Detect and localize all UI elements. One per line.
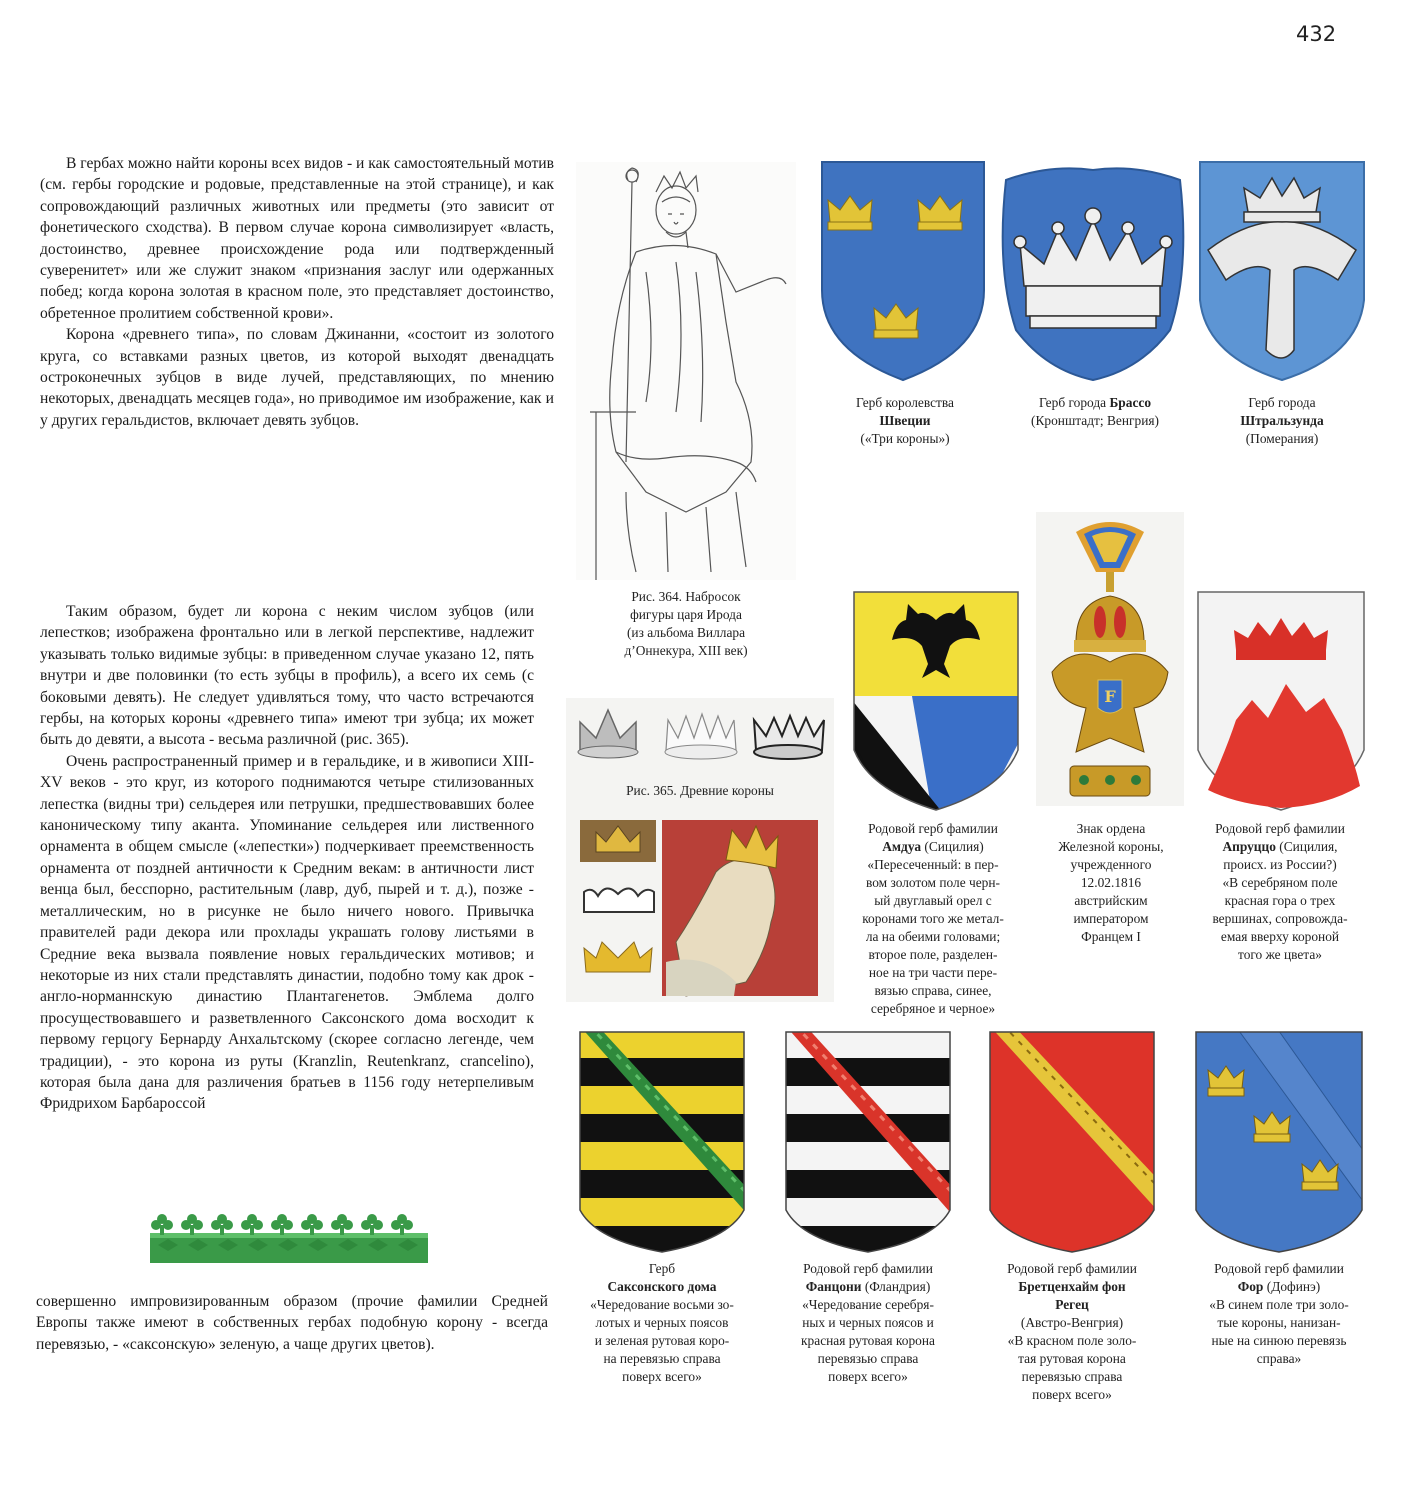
fanzoni-desc-line: ных и черных поясов и <box>802 1315 934 1330</box>
paragraph-teeth: Таким образом, будет ли корона с неким числом зубцов (или лепестков; изображена фронтально или в легкой перспективе, надлежит указывать только видимые зубцы: в приведенном случае указано 12, пять внутри и две половинки (то есть зубцы в профиль), а всего их семь (с боковыми девять). Не следует удивляться тому, что часто встречаются гербы, на которых короны «древнего типа» имеют три зубца; их может быть до девяти, а высота - весьма различной (рис. 365). <box>40 603 534 749</box>
fig364-caption-line: фигуры царя Ирода <box>630 607 742 622</box>
brasso-caption-label: Герб города <box>1038 395 1107 410</box>
apruzzo-caption-line1: Родовой герб фамилии <box>1215 821 1345 836</box>
stralsund-caption-name <box>1198 412 1366 430</box>
bretzenheim-desc-line: (Австро-Венгрия) <box>1020 1315 1124 1330</box>
fanzoni-name: Фанцони <box>805 1279 862 1294</box>
amdua-region: (Сицилия) <box>921 839 984 854</box>
apruzzo-desc-line: емая вверху короной <box>1220 929 1340 944</box>
fanzoni-desc-line: поверх всего» <box>828 1369 908 1384</box>
amdua-desc-line: ый двуглавый орел с <box>874 893 992 908</box>
order-caption-line: Францем I <box>1081 929 1141 944</box>
bretzenheim-desc-line: «В красном поле золо- <box>1007 1333 1137 1348</box>
fig364-caption-line: д’Оннекура, XIII век) <box>624 643 748 658</box>
order-caption-line: Железной короны, <box>1058 839 1164 854</box>
apruzzo-desc-line: вершинах, сопровожда- <box>1212 911 1348 926</box>
saxony-desc-line: на перевязью справа <box>603 1351 721 1366</box>
brasso-caption-line2: (Кронштадт; Венгрия) <box>1031 413 1159 428</box>
saxony-desc-line: поверх всего» <box>622 1369 702 1384</box>
paragraph-saxony: Очень распространенный пример и в геральдике, и в живописи XIII-XV веков - это круг, из которого поднимаются четыре стилизованных лепестка (видны три) сельдерея или петрушки, предшествовавших более каноническому типу аканта. Упоминание сельдерея или лиственного орнамента в общем смысле («лепестки») подчеркивает преемственность орнамента от поздней античности к Средним векам: в античности лист венца был, бесспорно, растительным (лавр, дуб, пырей и т. д.), позже - металлическим, но в рисунке не было ничего нового. Привычка правителей ради декора или прохлады украшать голову листьями в Средние века вызвала появление новых геральдических мотивов; и некоторые из них стали представлять династии, подобно тому как дрок - англо-норманнскую династию Плантагенетов. Эмблема долго просуществовавшего и разветвленного Саксонского дома восходит к первому герцогу Бернарду Анхальтскому (скорее согласно легенде, чем традиции), - это корона из руты (Kranzlin, Reutenkranz, crancelino), которая была дана для различения братьев в 1156 году нетерпеливым Фридрихом Барбароссой <box>40 752 534 1113</box>
fanzoni-coat-of-arms <box>784 1030 952 1254</box>
amdua-desc-line: вязью справа, синее, <box>874 983 992 998</box>
order-caption-line: 12.02.1816 <box>1080 875 1142 890</box>
faure-name: Фор <box>1237 1279 1264 1294</box>
apruzzo-caption <box>1192 820 1368 964</box>
amdua-desc-line: коронами того же метал- <box>862 911 1004 926</box>
fig365-caption: Рис. 365. Древние короны <box>626 783 774 798</box>
apruzzo-name: Апруццо <box>1222 839 1276 854</box>
faure-caption-name-line <box>1186 1278 1372 1296</box>
faure-coat-of-arms <box>1194 1030 1364 1254</box>
bretzenheim-name-part2: Регец <box>1055 1297 1089 1312</box>
text-block-top <box>40 153 554 431</box>
stralsund-caption <box>1198 394 1366 448</box>
faure-desc-line: тые короны, нанизан- <box>1217 1315 1341 1330</box>
paragraph-ancient-crown: Корона «древнего типа», по словам Джинанни, «состоит из золотого круга, со вставками разных цветов, из которой выходят двенадцать остроконечных зубцов в виде лучей, представляющих, по мнению некоторых, двенадцать месяцев года», но приводимое им изображение, как и у других геральдистов, включает девять зубцов. <box>40 326 554 429</box>
apruzzo-desc-line: происх. из России?) <box>1223 857 1337 872</box>
amdua-desc-line: ла на обеими головами; <box>865 929 1001 944</box>
order-caption-line: императором <box>1073 911 1149 926</box>
fig364-caption-line: Рис. 364. Набросок <box>631 589 741 604</box>
faure-region: (Дофинэ) <box>1263 1279 1321 1294</box>
bretzenheim-caption-line1: Родовой герб фамилии <box>1007 1261 1137 1276</box>
fig364-caption-line: (из альбома Виллара <box>626 625 746 640</box>
amdua-desc-line: «Пересеченный: в пер- <box>867 857 999 872</box>
paragraph-crowns-intro: В гербах можно найти короны всех видов - и как самостоятельный мотив (см. гербы городские и родовые, представленные на этой странице), и как сопровождающий различных животных или предметы (это зависит от фонетического сходства). В первом случае корона символизирует «власть, достоинство, древнее происхождение рода или подтвержденный суверенитет» или же служит знаком «признания заслуг или одержанных побед; когда корона золотая в красном поле, это представляет достоинство, обретенное пролитием собственной крови». <box>40 155 554 322</box>
sweden-caption-line1: Герб королевства <box>855 395 954 410</box>
sweden-caption <box>820 394 990 448</box>
faure-desc-line: «В синем поле три золо- <box>1209 1297 1349 1312</box>
amdua-desc-line: серебряное и черное» <box>870 1001 996 1016</box>
stralsund-caption-line1: Герб города <box>1248 395 1316 410</box>
rue-crown-band-image <box>150 1205 428 1263</box>
saxony-desc-line: и зеленая рутовая коро- <box>594 1333 730 1348</box>
saxony-caption <box>570 1260 754 1386</box>
bretzenheim-coat-of-arms <box>988 1030 1156 1254</box>
brasso-caption-line1 <box>1000 394 1190 412</box>
sweden-caption-name <box>820 412 990 430</box>
brasso-caption <box>1000 394 1190 430</box>
fanzoni-caption-line1: Родовой герб фамилии <box>803 1261 933 1276</box>
amdua-desc-line: вом золотом поле черн- <box>865 875 1001 890</box>
amdua-caption-name-line <box>842 838 1024 856</box>
saxony-desc-line: лотых и черных поясов <box>595 1315 729 1330</box>
ancient-crowns-drawings <box>566 698 834 770</box>
fanzoni-desc-line: перевязью справа <box>817 1351 919 1366</box>
order-caption-line: учрежденного <box>1070 857 1152 872</box>
text-block-bottom <box>36 1291 548 1355</box>
fanzoni-caption-name-line <box>776 1278 960 1296</box>
apruzzo-desc-line: того же цвета» <box>1238 947 1322 962</box>
sweden-name: Швеции <box>879 413 931 428</box>
saxony-name: Саксонского дома <box>607 1279 717 1294</box>
order-caption-line: австрийским <box>1074 893 1148 908</box>
apruzzo-desc-line: «В серебряном поле <box>1222 875 1338 890</box>
fig364-caption <box>576 588 796 660</box>
amdua-caption <box>842 820 1024 1018</box>
saxony-desc-line: «Чередование восьми зо- <box>590 1297 734 1312</box>
bretzenheim-caption-name2 <box>980 1296 1164 1314</box>
order-caption <box>1036 820 1186 946</box>
faure-desc-line: справа» <box>1256 1351 1302 1366</box>
stralsund-caption-line3: (Померания) <box>1245 431 1319 446</box>
bretzenheim-name-part1: Бретценхайм фон <box>1018 1279 1126 1294</box>
fanzoni-region: (Фландрия) <box>861 1279 931 1294</box>
apruzzo-coat-of-arms <box>1196 590 1366 812</box>
faure-desc-line: ные на синюю перевязь <box>1211 1333 1347 1348</box>
iron-crown-order-image <box>1036 512 1184 806</box>
saxony-caption-name <box>570 1278 754 1296</box>
amdua-name: Амдуа <box>882 839 922 854</box>
amdua-caption-line1: Родовой герб фамилии <box>868 821 998 836</box>
saxony-coat-of-arms <box>578 1030 746 1254</box>
amdua-desc-line: второе поле, разделен- <box>868 947 998 962</box>
order-badge-letter: F <box>1104 687 1116 706</box>
apruzzo-caption-name-line <box>1192 838 1368 856</box>
fanzoni-desc-line: «Чередование серебря- <box>802 1297 934 1312</box>
apruzzo-region: (Сицилия, <box>1275 839 1338 854</box>
fanzoni-caption <box>776 1260 960 1386</box>
bretzenheim-desc-line: перевязью справа <box>1021 1369 1123 1384</box>
paragraph-continuation: совершенно импровизированным образом (прочие фамилии Средней Европы также имеют в собственных гербах подобную корону - всегда перевязью, - «саксонскую» зеленую, а чаще других цветов). <box>36 1293 548 1353</box>
page-number: 432 <box>1296 22 1337 46</box>
order-caption-line: Знак ордена <box>1076 821 1146 836</box>
stralsund-coat-of-arms <box>1198 160 1366 382</box>
faure-caption-line1: Родовой герб фамилии <box>1214 1261 1344 1276</box>
amdua-coat-of-arms <box>852 590 1020 812</box>
bretzenheim-desc-line: поверх всего» <box>1032 1387 1112 1402</box>
saxony-caption-line1: Герб <box>648 1261 676 1276</box>
fanzoni-desc-line: красная рутовая корона <box>801 1333 935 1348</box>
bretzenheim-caption <box>980 1260 1164 1404</box>
faure-caption <box>1186 1260 1372 1368</box>
brasso-coat-of-arms <box>1000 160 1186 382</box>
apruzzo-desc-line: красная гора о трех <box>1224 893 1336 908</box>
ancient-crowns-panel <box>566 698 834 1002</box>
brasso-name: Брассо <box>1109 395 1152 410</box>
herod-sketch-image <box>576 162 796 580</box>
sweden-coat-of-arms <box>820 160 986 382</box>
sweden-caption-line3: («Три короны») <box>860 431 950 446</box>
bretzenheim-caption-name1 <box>980 1278 1164 1296</box>
text-block-middle <box>40 601 534 1115</box>
bretzenheim-desc-line: тая рутовая корона <box>1018 1351 1126 1366</box>
stralsund-name: Штральзунда <box>1240 413 1324 428</box>
amdua-desc-line: ное на три части пере- <box>868 965 998 980</box>
